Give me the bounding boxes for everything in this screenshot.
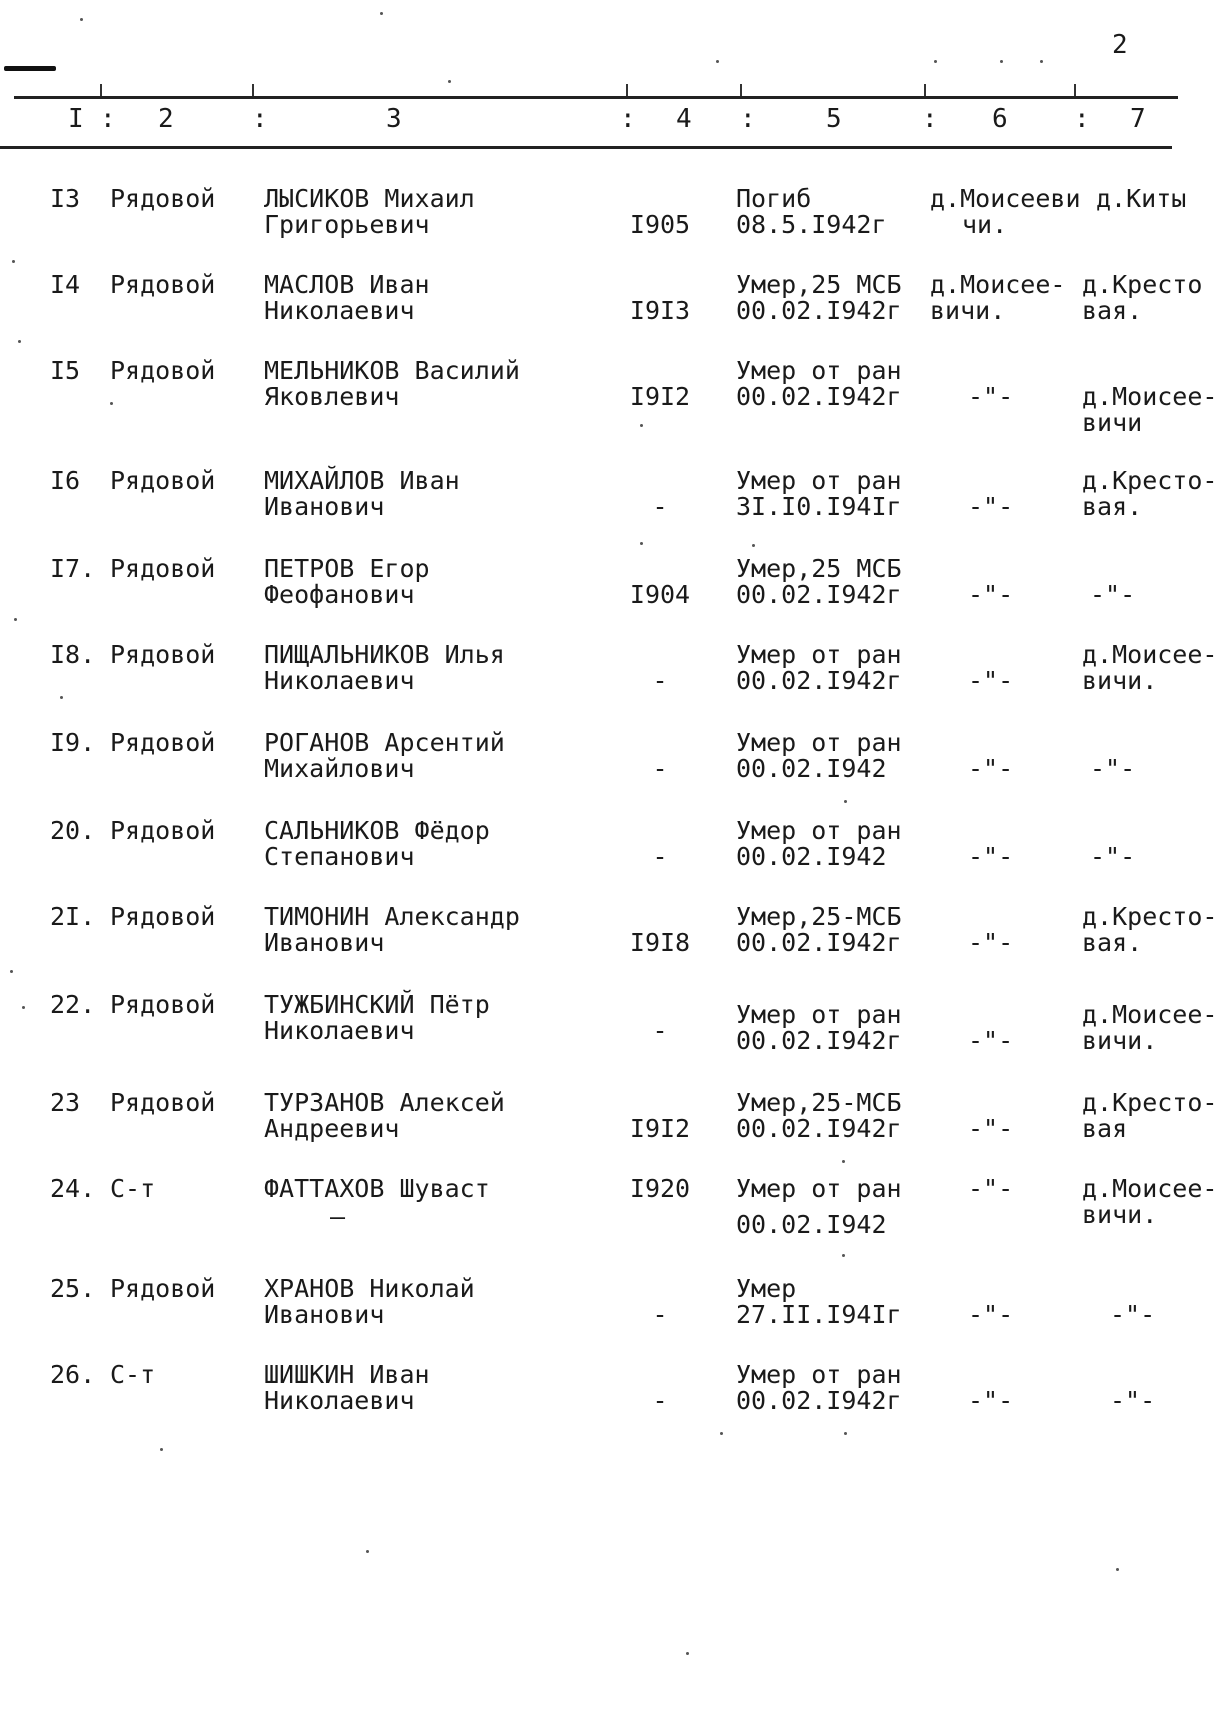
ditto-mark: -"- <box>968 580 1014 609</box>
scan-speck <box>448 80 451 83</box>
fate-line-2: 00.02.I942г <box>736 1026 902 1055</box>
birth-year: - <box>652 1300 668 1329</box>
rank: Рядовой <box>110 990 216 1019</box>
scan-speck <box>1000 60 1003 63</box>
row-number: 26. <box>50 1360 96 1389</box>
fate-line-1: Умер,25 МСБ <box>736 270 902 299</box>
fate-line-2: 00.02.I942г <box>736 580 902 609</box>
place-col7-line-2: вичи. <box>1082 666 1158 695</box>
fate-line-1: Умер от ран <box>736 640 902 669</box>
fate-line-2: 00.02.I942 <box>736 754 887 783</box>
fate-line-2: 00.02.I942г <box>736 928 902 957</box>
scan-speck <box>160 1448 163 1451</box>
birth-year: - <box>652 842 668 871</box>
fate-line-2: 00.02.I942г <box>736 382 902 411</box>
ditto-mark: -"- <box>968 492 1014 521</box>
rank: Рядовой <box>110 640 216 669</box>
scan-speck <box>720 1432 723 1435</box>
row-number: I3 <box>50 184 81 213</box>
header-separator: : <box>740 104 756 134</box>
name-line-1: ПИЩАЛЬНИКОВ Илья <box>264 640 505 669</box>
ditto-mark: -"- <box>1090 754 1136 783</box>
column-tick <box>626 84 628 96</box>
birth-year: - <box>652 754 668 783</box>
rank: Рядовой <box>110 1088 216 1117</box>
rank: Рядовой <box>110 816 216 845</box>
scan-speck <box>1040 60 1043 63</box>
birth-year: I9I3 <box>629 296 691 325</box>
column-header-row <box>0 104 1228 140</box>
ditto-mark: -"- <box>968 1026 1014 1055</box>
name-line-1: САЛЬНИКОВ Фёдор <box>264 816 490 845</box>
fate-line-1: Умер от ран <box>736 816 902 845</box>
name-line-2: Феофанович <box>264 580 415 609</box>
rank: Рядовой <box>110 902 216 931</box>
fate-line-2: 00.02.I942 <box>736 1210 887 1239</box>
fate-line-1: Умер,25-МСБ <box>736 902 902 931</box>
name-line-1: РОГАНОВ Арсентий <box>264 728 505 757</box>
fate-line-1: Погиб <box>736 184 812 213</box>
rank: Рядовой <box>110 554 216 583</box>
rank: Рядовой <box>110 466 216 495</box>
scan-speck <box>842 1160 845 1163</box>
birth-year: I9I2 <box>629 382 691 411</box>
scan-speck <box>380 12 383 15</box>
fate-line-1: Умер <box>736 1274 797 1303</box>
row-number: 20. <box>50 816 96 845</box>
place-col7-line-2: вичи <box>1082 408 1143 437</box>
ditto-mark: -"- <box>1090 842 1136 871</box>
birth-year: I905 <box>629 210 691 239</box>
ditto-mark: -"- <box>968 666 1014 695</box>
rank: Рядовой <box>110 1274 216 1303</box>
header-col-4: 4 <box>676 104 692 134</box>
ditto-mark: -"- <box>968 1386 1014 1415</box>
row-number: 22. <box>50 990 96 1019</box>
row-number: 24. <box>50 1174 96 1203</box>
rank: Рядовой <box>110 356 216 385</box>
place-col7-line-2: вичи. <box>1082 1200 1158 1229</box>
header-separator: : <box>100 104 116 134</box>
place-col7-line-2: вая <box>1082 1114 1128 1143</box>
name-line-1: ТИМОНИН Александр <box>264 902 520 931</box>
rank: С-т <box>110 1360 156 1389</box>
name-line-1: ТУЖБИНСКИЙ Пётр <box>264 990 490 1019</box>
scan-speck <box>110 402 113 405</box>
place-col6-line-2: вичи. <box>930 296 1006 325</box>
row-number: I5 <box>50 356 81 385</box>
row-number: I9. <box>50 728 96 757</box>
row-number: I6 <box>50 466 81 495</box>
scan-speck <box>366 1550 369 1553</box>
scan-speck <box>640 424 643 427</box>
name-line-1: ХРАНОВ Николай <box>264 1274 475 1303</box>
rank: С-т <box>110 1174 156 1203</box>
rank: Рядовой <box>110 184 216 213</box>
fate-line-2: 00.02.I942г <box>736 296 902 325</box>
fate-line-1: Умер от ран <box>736 466 902 495</box>
scan-speck <box>10 970 13 973</box>
ditto-mark: -"- <box>968 1174 1014 1203</box>
ditto-mark: -"- <box>1110 1300 1156 1329</box>
ditto-mark: -"- <box>968 382 1014 411</box>
name-line-1: ШИШКИН Иван <box>264 1360 430 1389</box>
name-line-1: МАСЛОВ Иван <box>264 270 430 299</box>
place-col7-line-2: вичи. <box>1082 1026 1158 1055</box>
fate-line-1: Умер от ран <box>736 1360 902 1389</box>
header-col-7: 7 <box>1130 104 1146 134</box>
ditto-mark: -"- <box>968 928 1014 957</box>
name-line-2: Иванович <box>264 1300 385 1329</box>
ditto-mark: -"- <box>968 842 1014 871</box>
page-number: 2 <box>1112 30 1128 60</box>
header-separator: : <box>1074 104 1090 134</box>
scan-speck <box>14 618 17 621</box>
header-separator: : <box>620 104 636 134</box>
place-col6-line-1: д.Моисееви <box>930 184 1081 213</box>
scan-speck <box>18 340 21 343</box>
name-line-2: Николаевич <box>264 666 415 695</box>
name-line-1: ФАТТАХОВ Шуваст <box>264 1174 490 1203</box>
place-col7-line-1: д.Кресто <box>1082 270 1203 299</box>
fate-line-2: 27.II.I94Iг <box>736 1300 902 1329</box>
birth-year: - <box>652 1386 668 1415</box>
scan-speck <box>844 1432 847 1435</box>
name-line-1: ТУРЗАНОВ Алексей <box>264 1088 505 1117</box>
place-col7-line-2: вая. <box>1082 928 1143 957</box>
scan-speck <box>80 18 83 21</box>
name-line-1: МИХАЙЛОВ Иван <box>264 466 460 495</box>
fate-line-1: Умер от ран <box>736 356 902 385</box>
name-line-2: Степанович <box>264 842 415 871</box>
place-col7-line-1: д.Моисее- <box>1082 1174 1218 1203</box>
place-col7-line-1: д.Моисее- <box>1082 382 1218 411</box>
header-top-rule <box>14 96 1178 99</box>
name-line-2: Николаевич <box>264 1386 415 1415</box>
rank: Рядовой <box>110 270 216 299</box>
place-col7-line-1: д.Моисее- <box>1082 640 1218 669</box>
header-separator: : <box>252 104 268 134</box>
name-line-2: Григорьевич <box>264 210 430 239</box>
row-number: 23 <box>50 1088 81 1117</box>
scan-speck <box>12 260 15 263</box>
birth-year: I9I8 <box>629 928 691 957</box>
fate-line-2: 00.02.I942г <box>736 666 902 695</box>
place-col7-line-1: д.Кресто- <box>1082 902 1218 931</box>
name-line-2: Николаевич <box>264 1016 415 1045</box>
name-line-1: ПЕТРОВ Егор <box>264 554 430 583</box>
column-tick <box>740 84 742 96</box>
header-separator: : <box>922 104 938 134</box>
place-col7-line-2: вая. <box>1082 492 1143 521</box>
fate-line-1: Умер от ран <box>736 1174 902 1203</box>
scan-speck <box>752 544 755 547</box>
scan-speck <box>686 1652 689 1655</box>
column-tick <box>252 84 254 96</box>
birth-year: I904 <box>629 580 691 609</box>
place-col7-line-2: вая. <box>1082 296 1143 325</box>
fate-line-2: 3I.I0.I94Iг <box>736 492 902 521</box>
header-col-2: 2 <box>158 104 174 134</box>
row-number: I4 <box>50 270 81 299</box>
row-number: I7. <box>50 554 96 583</box>
name-line-2: Иванович <box>264 928 385 957</box>
name-line-2: Яковлевич <box>264 382 400 411</box>
fate-line-2: 00.02.I942 <box>736 842 887 871</box>
name-line-2: Михайлович <box>264 754 415 783</box>
fate-line-1: Умер,25-МСБ <box>736 1088 902 1117</box>
column-tick <box>100 84 102 96</box>
header-col-6: 6 <box>992 104 1008 134</box>
place-col7-line-1: д.Киты <box>1096 184 1187 213</box>
scan-speck <box>934 60 937 63</box>
row-number: I8. <box>50 640 96 669</box>
name-line-2: Андреевич <box>264 1114 400 1143</box>
name-line-1: МЕЛЬНИКОВ Василий <box>264 356 520 385</box>
ditto-mark: -"- <box>968 1300 1014 1329</box>
fate-line-2: 08.5.I942г <box>736 210 887 239</box>
header-col-3: 3 <box>386 104 402 134</box>
ditto-mark: -"- <box>1090 580 1136 609</box>
header-bottom-rule <box>0 146 1172 149</box>
rank: Рядовой <box>110 728 216 757</box>
scan-speck <box>60 696 63 699</box>
birth-year: - <box>652 666 668 695</box>
birth-year: - <box>652 1016 668 1045</box>
scan-speck <box>22 1006 25 1009</box>
fate-line-2: 00.02.I942г <box>736 1114 902 1143</box>
name-line-2: Иванович <box>264 492 385 521</box>
place-col6-line-1: д.Моисее- <box>930 270 1066 299</box>
name-line-2: Николаевич <box>264 296 415 325</box>
scan-speck <box>640 542 643 545</box>
column-tick <box>1074 84 1076 96</box>
corner-mark <box>4 66 56 71</box>
place-col7-line-1: д.Моисее- <box>1082 1000 1218 1029</box>
place-col7-line-1: д.Кресто- <box>1082 1088 1218 1117</box>
birth-year: I920 <box>629 1174 691 1203</box>
fate-line-1: Умер,25 МСБ <box>736 554 902 583</box>
name-line-1: ЛЫСИКОВ Михаил <box>264 184 475 213</box>
scan-speck <box>842 1254 845 1257</box>
birth-year: - <box>652 492 668 521</box>
column-tick <box>924 84 926 96</box>
header-col-1: I <box>68 104 84 134</box>
name-line-2: — <box>330 1202 346 1231</box>
ditto-mark: -"- <box>968 1114 1014 1143</box>
place-col6-line-2: чи. <box>962 210 1008 239</box>
fate-line-1: Умер от ран <box>736 728 902 757</box>
row-number: 2I. <box>50 902 96 931</box>
ditto-mark: -"- <box>968 754 1014 783</box>
scan-speck <box>1116 1568 1119 1571</box>
place-col7-line-1: д.Кресто- <box>1082 466 1218 495</box>
scan-speck <box>716 60 719 63</box>
scan-speck <box>844 800 847 803</box>
row-number: 25. <box>50 1274 96 1303</box>
fate-line-2: 00.02.I942г <box>736 1386 902 1415</box>
ditto-mark: -"- <box>1110 1386 1156 1415</box>
header-col-5: 5 <box>826 104 842 134</box>
fate-line-1: Умер от ран <box>736 1000 902 1029</box>
birth-year: I9I2 <box>629 1114 691 1143</box>
